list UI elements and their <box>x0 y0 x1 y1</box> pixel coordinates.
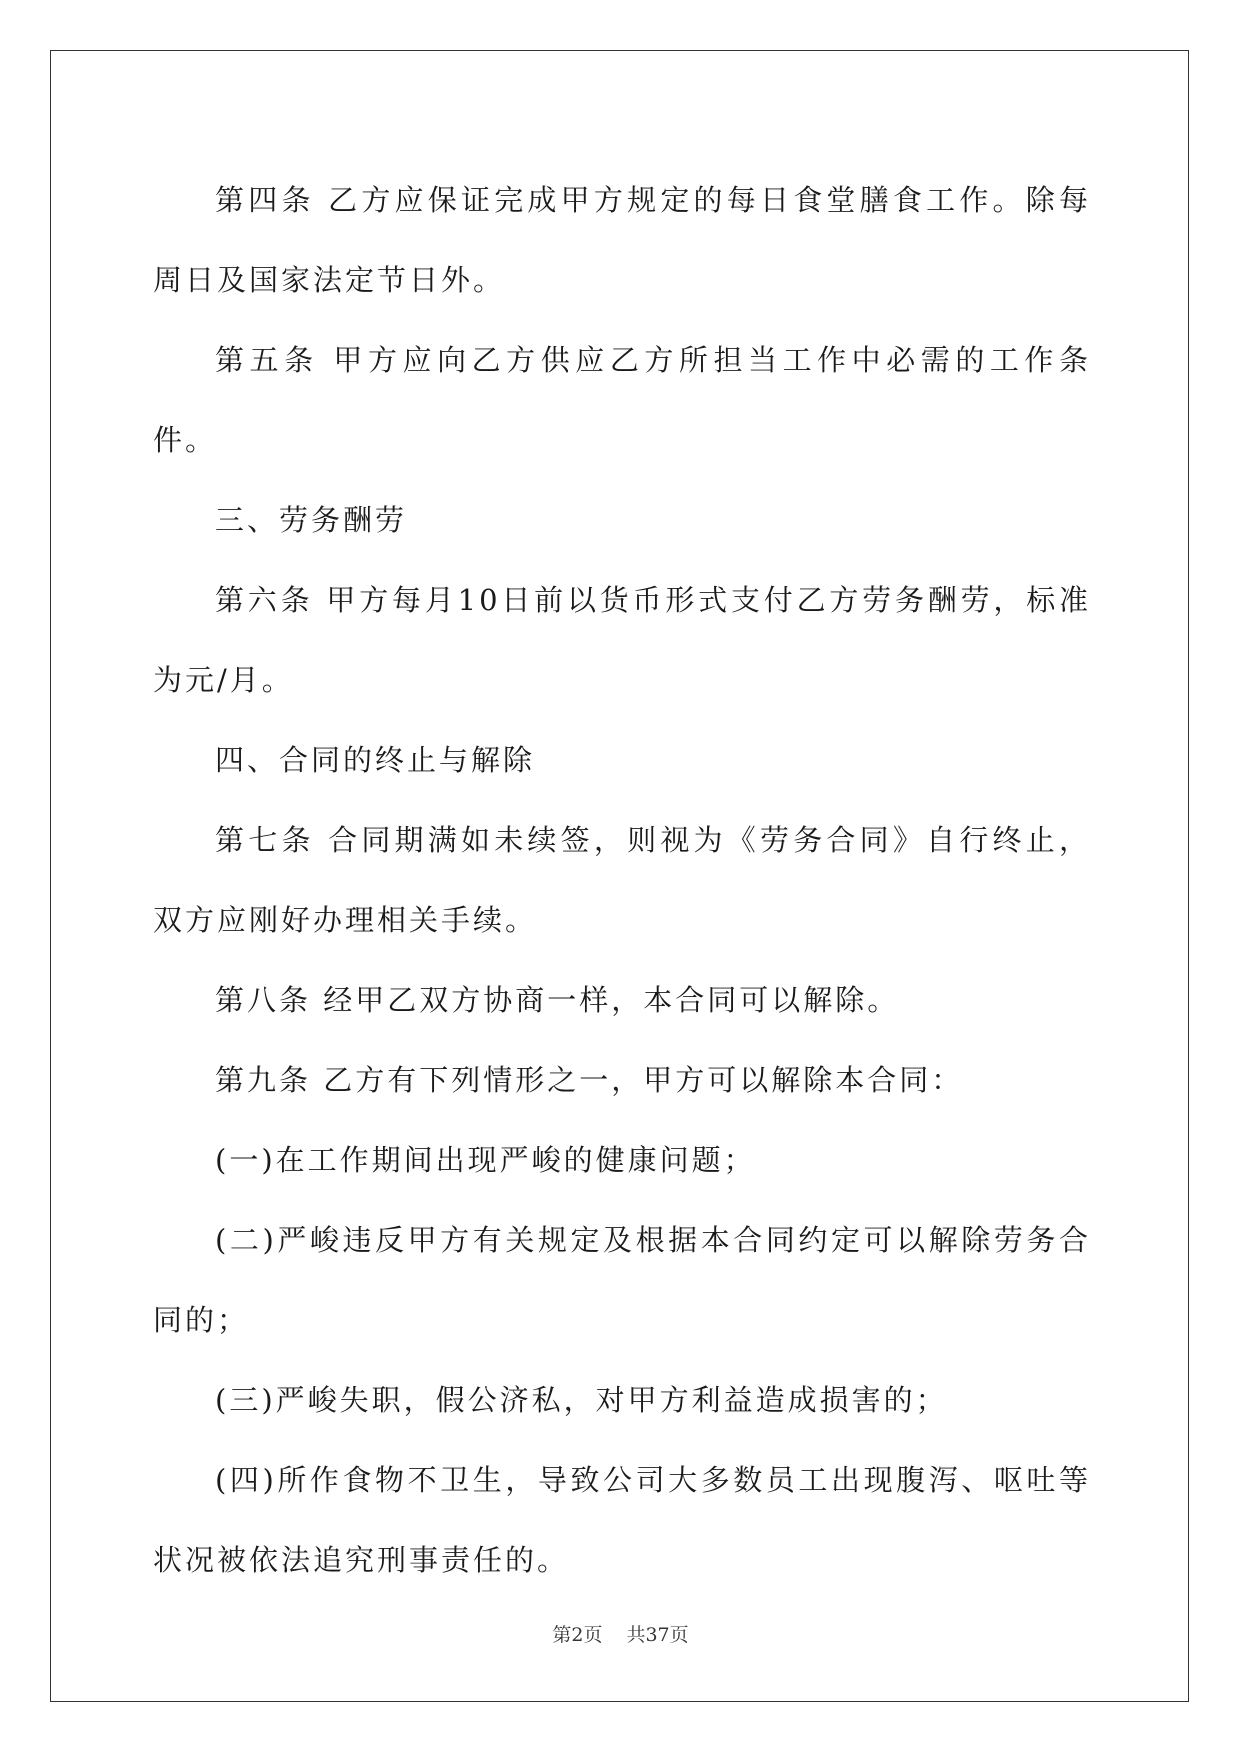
list-item-4: (四)所作食物不卫生，导致公司大多数员工出现腹泻、呕吐等状况被依法追究刑事责任的。 <box>153 1463 1091 1577</box>
document-body <box>153 160 1091 1600</box>
current-page-number: 第2页 <box>552 1624 603 1646</box>
list-item-3: (三)严峻失职，假公济私，对甲方利益造成损害的； <box>215 1383 948 1417</box>
section-heading-remuneration: 三、劳务酬劳 <box>215 503 408 537</box>
paragraph-article-8: 第八条 经甲乙双方协商一样，本合同可以解除。 <box>215 983 900 1017</box>
list-item-1: (一)在工作期间出现严峻的健康问题； <box>215 1143 756 1177</box>
paragraph-article-4: 第四条 乙方应保证完成甲方规定的每日食堂膳食工作。除每周日及国家法定节日外。 <box>153 183 1091 297</box>
paragraph-article-7: 第七条 合同期满如未续签，则视为《劳务合同》自行终止，双方应刚好办理相关手续。 <box>153 823 1091 937</box>
paragraph-article-5: 第五条 甲方应向乙方供应乙方所担当工作中必需的工作条件。 <box>153 343 1091 457</box>
section-heading-termination: 四、合同的终止与解除 <box>215 743 536 777</box>
paragraph-article-9: 第九条 乙方有下列情形之一，甲方可以解除本合同： <box>215 1063 964 1097</box>
paragraph-article-6: 第六条 甲方每月10日前以货币形式支付乙方劳务酬劳，标准 为元/月。 <box>153 583 1091 697</box>
list-item-2: (二)严峻违反甲方有关规定及根据本合同约定可以解除劳务合同的； <box>153 1223 1091 1337</box>
total-pages: 共37页 <box>626 1624 689 1646</box>
page-footer <box>0 1620 1241 1647</box>
